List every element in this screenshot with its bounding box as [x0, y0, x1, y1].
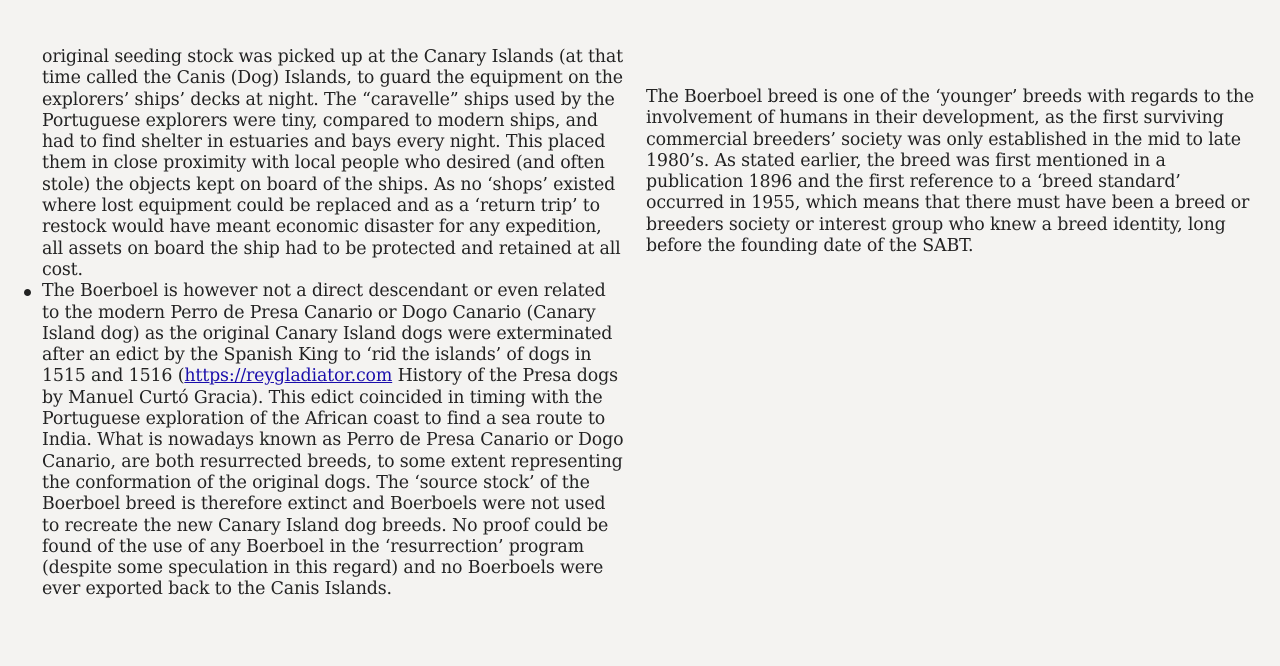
- body-paragraph: original seeding stock was picked up at the Canary Islands (at that time called the Canis (Dog) Islands, to guard the equipment on the explorers’ ships’ decks at night. The “caravelle” ships used by the Portuguese explorers were tiny, compared to modern ships, and had to find shelter in estuaries and bays every night. This placed them in close proximity with local people who desired (and often stole) the objects kept on board of the ships. As no ‘shops’ existed where lost equipment could be replaced and as a ‘return trip’ to restock would have meant economic disaster for any expedition, all assets on board the ship had to be protected and retained at all cost.: [42, 47, 623, 280]
- right-column: [646, 87, 1258, 257]
- bullet-paragraph: [42, 281, 625, 600]
- bullet-text-before-link: The Boerboel is however not a direct descendant or even related to the modern Perro de Presa Canario or Dogo Canario (Canary Island dog) as the original Canary Island dogs were exterminated after an edict by the Spanish King to ‘rid the islands’ of dogs in 1515 and 1516 (: [42, 281, 613, 387]
- left-column: [42, 47, 625, 601]
- bullet-list-item: [42, 281, 625, 600]
- reygladiator-link[interactable]: https://reygladiator.com: [184, 366, 393, 387]
- bullet-text-after-link: History of the Presa dogs by Manuel Curtó Gracia). This edict coincided in timing with the Portuguese exploration of the African coast to find a sea route to India. What is nowadays known as Perro de Presa Canario or Dogo Canario, are both resurrected breeds, to some extent representing the conformation of the original dogs. The ‘source stock’ of the Boerboel breed is therefore extinct and Boerboels were not used to recreate the new Canary Island dog breeds. No proof could be found of the use of any Boerboel in the ‘resurrection’ program (despite some speculation in this regard) and no Boerboels were ever exported back to the Canis Islands.: [42, 366, 624, 600]
- body-paragraph: The Boerboel breed is one of the ‘younger’ breeds with regards to the involvement of humans in their development, as the first surviving commercial breeders’ society was only established in the mid to late 1980’s. As stated earlier, the breed was first mentioned in a publication 1896 and the first reference to a ‘breed standard’ occurred in 1955, which means that there must have been a breed or breeders society or interest group who knew a breed identity, long before the founding date of the SABT.: [646, 87, 1255, 257]
- bullet-icon: [24, 289, 31, 296]
